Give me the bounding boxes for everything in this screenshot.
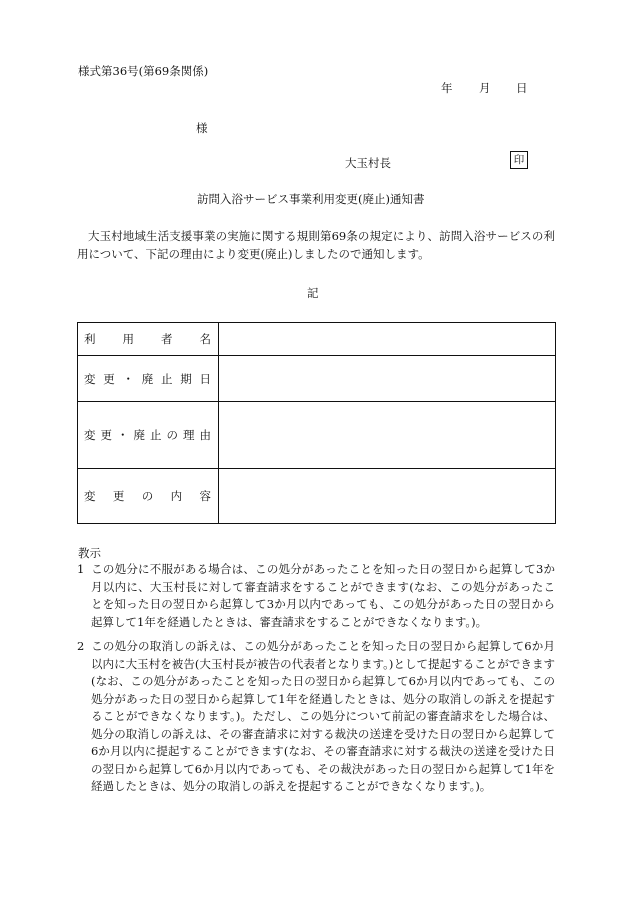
label-char: の — [141, 489, 154, 503]
info-table — [77, 322, 556, 524]
recipient-suffix: 様 — [196, 121, 208, 135]
ki-heading: 記 — [307, 286, 319, 300]
form-number: 様式第36号(第69条関係) — [78, 64, 209, 78]
table-row — [78, 323, 556, 356]
row-value-change-reason — [219, 402, 556, 469]
label-char: 更 — [112, 489, 125, 503]
body-text: 大玉村地域生活支援事業の実施に関する規則第69条の規定により、訪問入浴サービスの利用について、下記の理由により変更(廃止)しましたので通知します。 — [77, 229, 555, 261]
document-title: 訪問入浴サービス事業利用変更(廃止)通知書 — [197, 192, 425, 206]
notice-heading: 教示 — [78, 546, 101, 560]
label-char: 廃 — [133, 428, 145, 442]
label-char: ・ — [117, 428, 129, 442]
label-char: 日 — [199, 371, 211, 386]
label-char: 止 — [161, 371, 173, 386]
row-label-user-name — [78, 323, 219, 356]
label-char: 理 — [183, 428, 195, 442]
label-char: ・ — [122, 371, 134, 386]
date-year-label: 年 — [441, 81, 453, 95]
label-char: の — [166, 428, 178, 442]
label-char: 用 — [122, 332, 134, 346]
label-char: 廃 — [141, 371, 154, 386]
label-char: 名 — [199, 332, 211, 346]
label-char: 変 — [84, 371, 96, 386]
row-label-change-date — [78, 356, 219, 402]
date-month-label: 月 — [479, 81, 491, 95]
label-char: 変 — [84, 489, 96, 503]
table-row — [78, 402, 556, 469]
label-char: 更 — [103, 371, 115, 386]
table-row — [78, 469, 556, 524]
row-label-change-content — [78, 469, 219, 524]
label-char: 止 — [150, 428, 162, 442]
row-value-change-content — [219, 469, 556, 524]
notice-item-text: この処分に不服がある場合は、この処分があったことを知った日の翌日から起算して3か月以内に、大玉村長に対して審査請求をすることができます(なお、この処分があったことを知った日の翌日から起算して3か月以内であっても、この処分があった日の翌日から起算して1年を経過したときは、審査請求をすることができなくなります。)。 — [91, 562, 555, 629]
label-char: 者 — [161, 332, 173, 346]
row-label-change-reason — [78, 402, 219, 469]
label-char: 容 — [199, 489, 211, 503]
notice-item-number: 1 — [77, 562, 85, 576]
label-char: 期 — [180, 371, 192, 386]
notice-item-2 — [77, 638, 555, 796]
label-char: 由 — [199, 428, 211, 442]
row-value-user-name — [219, 323, 556, 356]
table-row — [78, 356, 556, 402]
seal-box: 印 — [510, 151, 528, 169]
label-char: 更 — [100, 428, 112, 442]
row-value-change-date — [219, 356, 556, 402]
date-day-label: 日 — [516, 81, 528, 95]
label-char: 内 — [170, 489, 183, 503]
notice-item-text: この処分の取消しの訴えは、この処分があったことを知った日の翌日から起算して6か月以内に大玉村を被告(大玉村長が被告の代表者となります。)として提起することができます(なお、この処分があったことを知った日の翌日から起算して6か月以内であっても、この処分があった日の翌日から起算して1年を経過したときは、処分の取消しの訴えを提起することができなくなります。)。ただし、この処分について前記の審査請求をした場合は、処分の取消しの訴えは、その審査請求に対する裁決の送達を受けた日の翌日から起算して6か月以内に提起することができます(なお、その審査請求に対する裁決の送達を受けた日の翌日から起算して6か月以内であっても、その裁決があった日の翌日から起算して1年を経過したときは、処分の取消しの訴えを提起することができなくなります。)。 — [91, 639, 555, 793]
issuer-name: 大玉村長 — [345, 156, 391, 170]
notice-item-1 — [77, 561, 555, 631]
label-char: 変 — [84, 428, 96, 442]
label-char: 利 — [84, 332, 96, 346]
notice-item-number: 2 — [77, 639, 85, 653]
